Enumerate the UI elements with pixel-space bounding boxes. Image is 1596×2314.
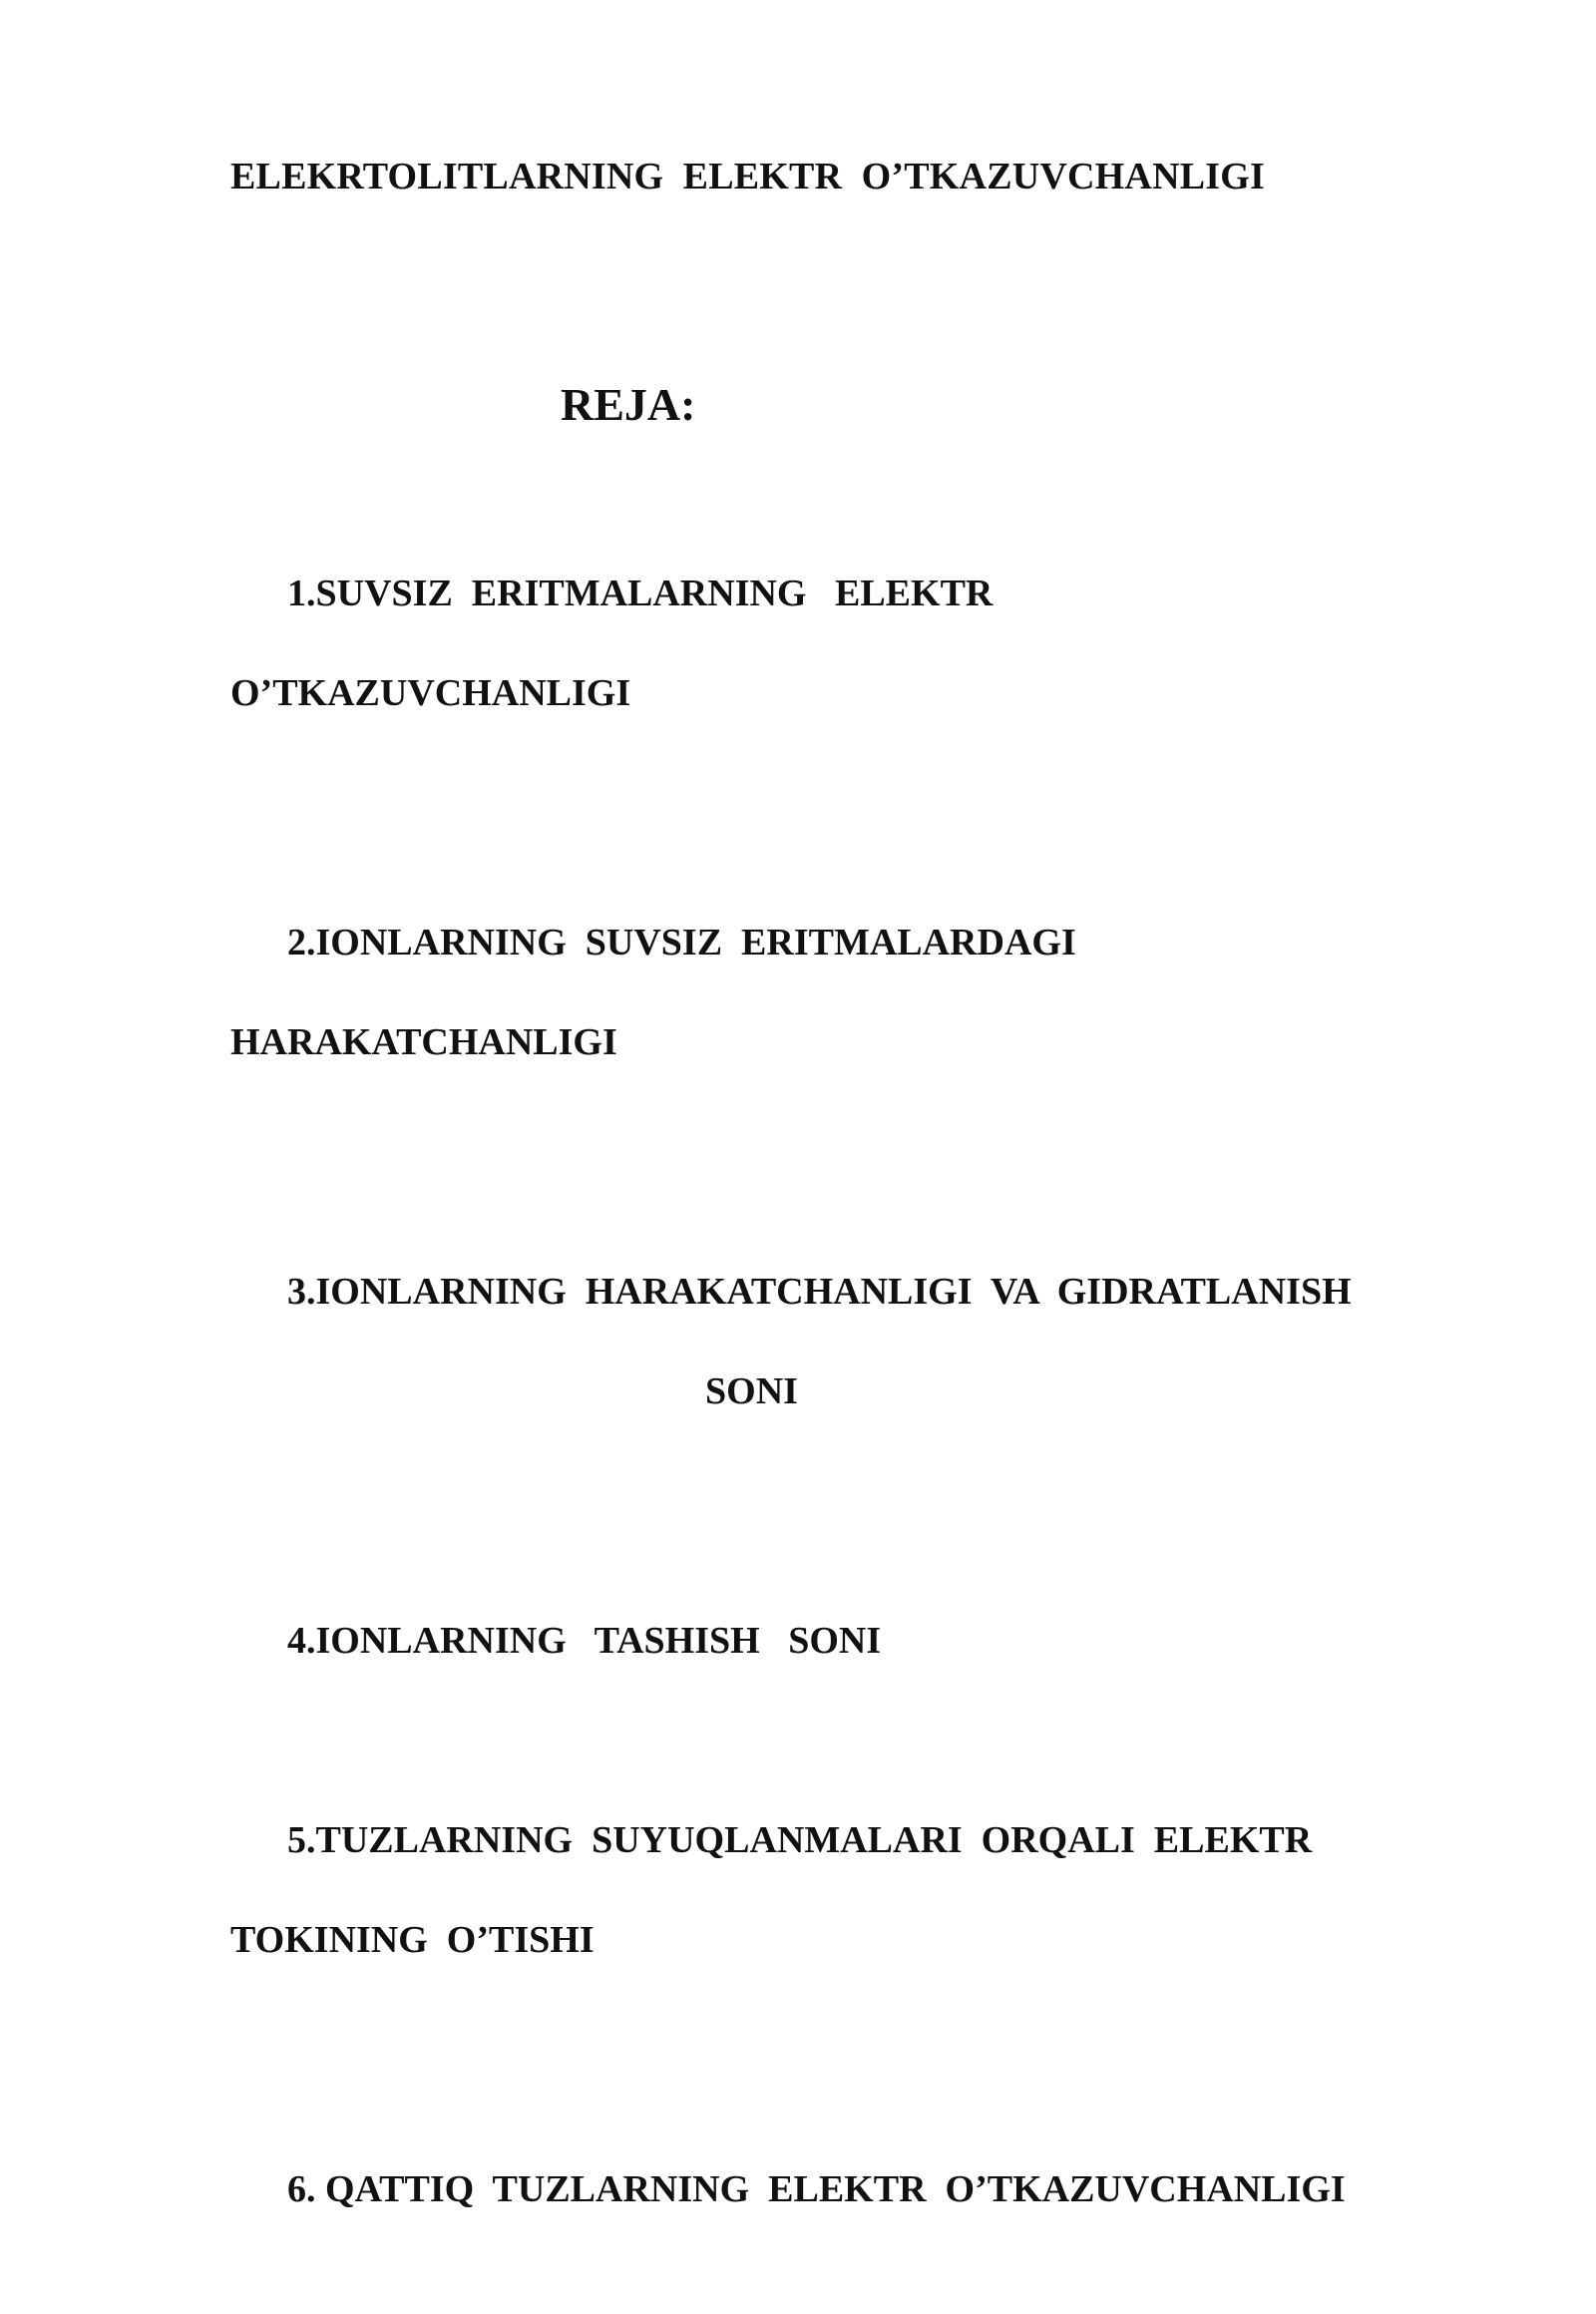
plan-item-3-line1: 3.IONLARNING HARAKATCHANLIGI VA GIDRATLANISH — [287, 1271, 1352, 1313]
plan-item-5-line1: 5.TUZLARNING SUYUQLANMALARI ORQALI ELEKTR — [287, 1819, 1313, 1861]
plan-item-4 — [230, 1566, 1477, 1716]
plan-item-5 — [230, 1765, 1477, 2065]
plan-item-3 — [230, 1217, 1477, 1516]
plan-item-6 — [230, 2115, 1477, 2264]
document-title: ELEKRTOLITLARNING ELEKTR O’TKAZUVCHANLIGI — [230, 156, 1265, 197]
plan-list — [230, 519, 1477, 2314]
plan-item-2-line1: 2.IONLARNING SUVSIZ ERITMALARDAGI — [287, 922, 1076, 964]
plan-item-2-line2: HARAKATCHANLIGI — [230, 1021, 617, 1063]
plan-item-3-line2: SONI — [705, 1370, 798, 1412]
plan-item-5-line2: TOKINING O’TISHI — [230, 1919, 595, 1961]
plan-item-1-line2: O’TKAZUVCHANLIGI — [230, 672, 631, 714]
plan-item-1-line1: 1.SUVSIZ ERITMALARNING ELEKTR — [287, 573, 994, 614]
plan-item-4-line1: 4.IONLARNING TASHISH SONI — [287, 1620, 882, 1662]
plan-item-2 — [230, 868, 1477, 1167]
plan-item-1 — [230, 519, 1477, 818]
plan-item-6-line1: 6. QATTIQ TUZLARNING ELEKTR O’TKAZUVCHANLIGI — [287, 2168, 1346, 2210]
plan-heading: REJA: — [561, 379, 696, 430]
